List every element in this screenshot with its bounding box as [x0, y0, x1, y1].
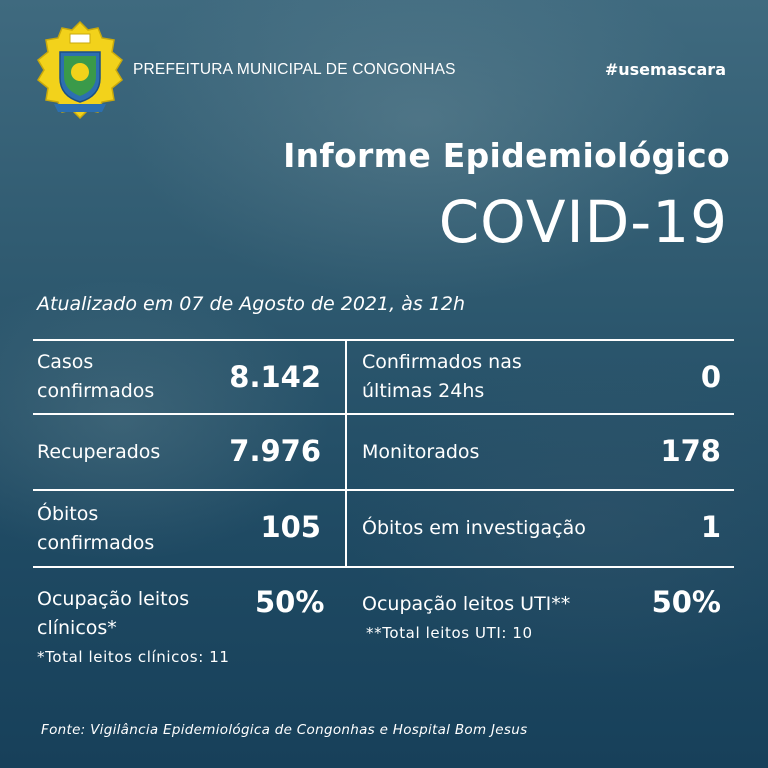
table-column-divider [345, 340, 347, 567]
stat-deaths-label: Óbitos confirmados [37, 503, 155, 554]
clinical-beds-label: Ocupação leitos clínicos* [37, 588, 190, 639]
hashtag: #usemascara [604, 60, 726, 79]
source-footnote: Fonte: Vigilância Epidemiológica de Congonhas e Hospital Bom Jesus [41, 722, 528, 738]
city-coat-of-arms-icon [36, 20, 124, 120]
stat-recovered-value: 7.976 [229, 434, 321, 468]
updated-date: Atualizado em 07 de Agosto de 2021, às 12h [37, 293, 465, 315]
icu-beds-note: **Total leitos UTI: 10 [366, 624, 533, 642]
clinical-beds-value: 50% [255, 585, 325, 619]
icu-beds-label: Ocupação leitos UTI** [362, 593, 571, 615]
table-divider [33, 489, 734, 491]
table-divider [33, 566, 734, 568]
stat-deaths-value: 105 [260, 510, 321, 544]
stat-monitored-label: Monitorados [362, 441, 480, 463]
report-subtitle: COVID-19 [438, 188, 728, 256]
clinical-beds-note: *Total leitos clínicos: 11 [37, 648, 230, 666]
table-divider [33, 413, 734, 415]
city-hall-name: PREFEITURA MUNICIPAL DE CONGONHAS [133, 61, 456, 78]
stat-cases-label: Casos confirmados [37, 351, 155, 402]
table-divider [33, 339, 734, 341]
stat-investigating-value: 1 [700, 510, 721, 544]
stat-monitored-value: 178 [660, 434, 721, 468]
icu-beds-value: 50% [651, 585, 721, 619]
stat-last24-value: 0 [700, 360, 721, 394]
stat-last24-label: Confirmados nas últimas 24hs [362, 351, 522, 402]
stat-recovered-label: Recuperados [37, 441, 161, 463]
report-title: Informe Epidemiológico [283, 136, 730, 175]
stat-investigating-label: Óbitos em investigação [362, 517, 586, 539]
stat-cases-value: 8.142 [229, 360, 321, 394]
